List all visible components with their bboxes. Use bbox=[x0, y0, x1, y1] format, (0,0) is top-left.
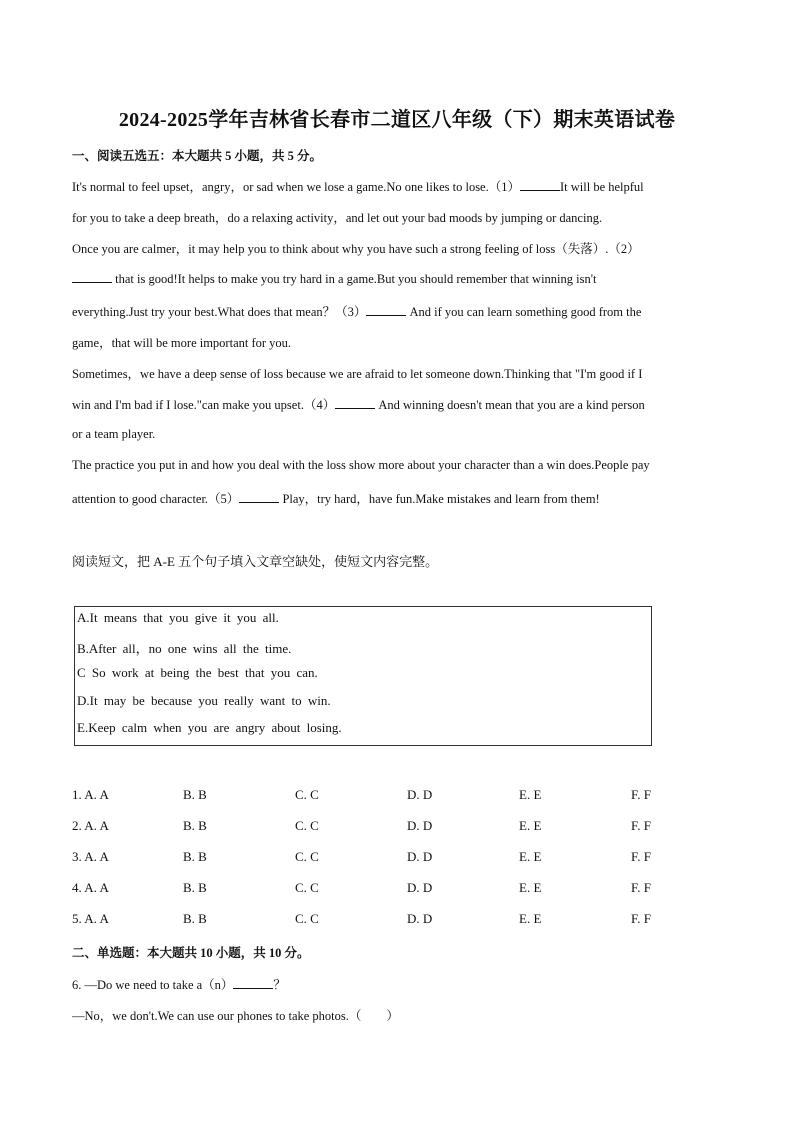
answer-blank[interactable] bbox=[233, 977, 273, 989]
question-6-dialogue: —No，we don't.We can use our phones to take photos.（ ） bbox=[72, 1009, 399, 1023]
choice-option[interactable]: B. B bbox=[183, 818, 207, 833]
choice-option[interactable]: B. B bbox=[183, 880, 207, 895]
choice-option[interactable]: B. B bbox=[183, 787, 207, 802]
section-1-heading: 一、阅读五选五：本大题共 5 小题，共 5 分。 bbox=[72, 149, 323, 163]
choice-option[interactable]: F. F bbox=[631, 880, 651, 895]
passage-text: It's normal to feel upset，angry，or sad when we lose a game.No one likes to lose.（1） bbox=[72, 180, 520, 194]
passage-line bbox=[72, 364, 642, 382]
passage-line bbox=[72, 395, 645, 413]
passage-text: Once you are calmer，it may help you to think about why you have such a strong feeling of loss（失落）.（2） bbox=[72, 242, 640, 257]
answer-blank[interactable] bbox=[72, 271, 112, 283]
passage-text: Play，try hard，have fun.Make mistakes and learn from them! bbox=[279, 492, 600, 506]
passage-text: win and I'm bad if I lose."can make you upset.（4） bbox=[72, 398, 336, 413]
question-6-text: 6. —Do we need to take a（n） bbox=[72, 978, 234, 992]
option-item: A.It means that you give it you all. bbox=[77, 610, 279, 625]
choice-option[interactable]: C. C bbox=[295, 787, 319, 802]
choice-option[interactable]: 2. A. A bbox=[72, 818, 109, 833]
choice-option[interactable]: E. E bbox=[519, 911, 542, 926]
option-item: C So work at being the best that you can. bbox=[77, 665, 318, 680]
choice-option[interactable]: F. F bbox=[631, 818, 651, 833]
answer-row bbox=[72, 849, 692, 867]
passage-line bbox=[72, 177, 644, 195]
choice-option[interactable]: D. D bbox=[407, 911, 433, 926]
choice-option[interactable]: E. E bbox=[519, 787, 542, 802]
choice-option[interactable]: D. D bbox=[407, 818, 433, 833]
choice-option[interactable]: C. C bbox=[295, 880, 319, 895]
option-item: D.It may be because you really want to win. bbox=[77, 692, 331, 708]
instruction-text: 阅读短文，把 A-E 五个句子填入文章空缺处，使短文内容完整。 bbox=[72, 554, 439, 569]
options-box bbox=[74, 606, 652, 746]
choice-option[interactable]: B. B bbox=[183, 849, 207, 864]
question-6-stem bbox=[72, 975, 286, 993]
choice-option[interactable]: E. E bbox=[519, 849, 542, 864]
passage-line bbox=[72, 333, 291, 351]
answer-blank[interactable] bbox=[520, 179, 560, 191]
passage-line bbox=[72, 458, 650, 473]
answer-row bbox=[72, 787, 692, 805]
choice-option[interactable]: F. F bbox=[631, 849, 651, 864]
choice-option[interactable]: D. D bbox=[407, 849, 433, 864]
choice-option[interactable]: C. C bbox=[295, 849, 319, 864]
choice-option[interactable]: C. C bbox=[295, 818, 319, 833]
choice-option[interactable]: E. E bbox=[519, 818, 542, 833]
choice-option[interactable]: 1. A. A bbox=[72, 787, 109, 802]
choice-option[interactable]: D. D bbox=[407, 880, 433, 895]
choice-option[interactable]: F. F bbox=[631, 911, 651, 926]
option-item: E.Keep calm when you are angry about losing. bbox=[77, 720, 342, 735]
passage-text: that is good!It helps to make you try hard in a game.But you should remember that winning isn't bbox=[112, 271, 597, 286]
choice-option[interactable]: C. C bbox=[295, 911, 319, 926]
question-6-mark: ？ bbox=[273, 978, 286, 992]
option-item: B.After all，no one wins all the time. bbox=[77, 640, 292, 656]
choice-option[interactable]: D. D bbox=[407, 787, 433, 802]
answer-row bbox=[72, 911, 692, 929]
passage-text: or a team player. bbox=[72, 426, 156, 441]
passage-text: Sometimes，we have a deep sense of loss because we are afraid to let someone down.Thinking that "I'm good if I bbox=[72, 367, 643, 382]
choice-option[interactable]: F. F bbox=[631, 787, 651, 802]
choice-option[interactable]: E. E bbox=[519, 880, 542, 895]
answer-row bbox=[72, 880, 692, 898]
passage-text: attention to good character.（5） bbox=[72, 492, 240, 506]
passage-line bbox=[72, 489, 600, 507]
passage-text: everything.Just try your best.What does that mean？（3） bbox=[72, 304, 367, 319]
passage-line bbox=[72, 239, 640, 257]
section-2-heading: 二、单选题：本大题共 10 小题，共 10 分。 bbox=[72, 946, 310, 960]
choice-option[interactable]: 3. A. A bbox=[72, 849, 109, 864]
passage-line bbox=[72, 427, 155, 442]
choice-option[interactable]: 5. A. A bbox=[72, 911, 109, 926]
passage-line bbox=[72, 271, 596, 287]
answer-blank[interactable] bbox=[366, 304, 406, 316]
choice-option[interactable]: B. B bbox=[183, 911, 207, 926]
passage-text: And winning doesn't mean that you are a kind person bbox=[375, 398, 645, 413]
answer-blank[interactable] bbox=[335, 397, 375, 409]
passage-line bbox=[72, 302, 641, 320]
answer-blank[interactable] bbox=[239, 491, 279, 503]
answer-row bbox=[72, 818, 692, 836]
choice-option[interactable]: 4. A. A bbox=[72, 880, 109, 895]
passage-line bbox=[72, 208, 602, 226]
passage-text: game，that will be more important for you. bbox=[72, 336, 292, 350]
exam-title: 2024-2025学年吉林省长春市二道区八年级（下）期末英语试卷 bbox=[118, 109, 676, 131]
passage-text: for you to take a deep breath，do a relaxing activity，and let out your bad moods by jumping or dancing. bbox=[72, 211, 603, 226]
passage-text: And if you can learn something good from the bbox=[406, 304, 642, 319]
passage-text: The practice you put in and how you deal with the loss show more about your character than a win does.People pay bbox=[72, 457, 650, 472]
passage-text: It will be helpful bbox=[559, 180, 644, 194]
